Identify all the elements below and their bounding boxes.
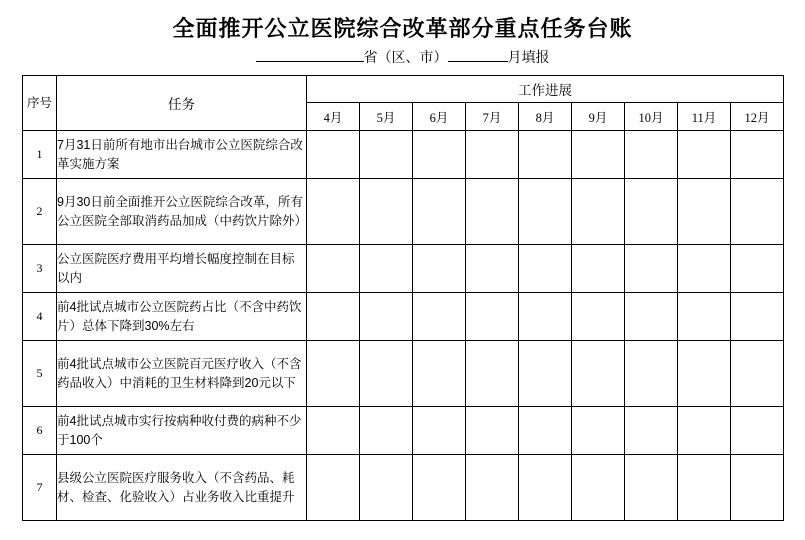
cell-month-8[interactable]	[519, 179, 572, 245]
cell-month-8[interactable]	[519, 131, 572, 179]
cell-month-10[interactable]	[625, 179, 678, 245]
table-header-row-1	[23, 76, 784, 103]
header-month-9: 9月	[572, 103, 625, 131]
cell-month-6[interactable]	[413, 179, 466, 245]
row-seq: 5	[23, 341, 57, 407]
cell-month-12[interactable]	[731, 455, 784, 521]
cell-month-8[interactable]	[519, 455, 572, 521]
cell-month-11[interactable]	[678, 293, 731, 341]
cell-month-4[interactable]	[307, 131, 360, 179]
header-month-8: 8月	[519, 103, 572, 131]
cell-month-7[interactable]	[466, 245, 519, 293]
cell-month-5[interactable]	[360, 131, 413, 179]
month-label: 月填报	[507, 51, 550, 66]
cell-month-5[interactable]	[360, 455, 413, 521]
cell-month-10[interactable]	[625, 407, 678, 455]
cell-month-12[interactable]	[731, 407, 784, 455]
cell-month-7[interactable]	[466, 131, 519, 179]
row-task: 前4批试点城市公立医院药占比（不含中药饮片）总体下降到30%左右	[57, 293, 307, 341]
cell-month-7[interactable]	[466, 293, 519, 341]
cell-month-11[interactable]	[678, 455, 731, 521]
province-label: 省（区、市）	[363, 51, 448, 66]
row-task: 县级公立医院医疗服务收入（不含药品、耗材、检查、化验收入）占业务收入比重提升	[57, 455, 307, 521]
table-row	[23, 245, 784, 293]
row-task: 前4批试点城市实行按病种收付费的病种不少于100个	[57, 407, 307, 455]
row-seq: 2	[23, 179, 57, 245]
ledger-table	[22, 75, 784, 521]
header-month-11: 11月	[678, 103, 731, 131]
table-row	[23, 293, 784, 341]
cell-month-7[interactable]	[466, 455, 519, 521]
cell-month-4[interactable]	[307, 179, 360, 245]
row-seq: 4	[23, 293, 57, 341]
row-seq: 7	[23, 455, 57, 521]
cell-month-9[interactable]	[572, 341, 625, 407]
cell-month-11[interactable]	[678, 341, 731, 407]
header-month-12: 12月	[731, 103, 784, 131]
cell-month-8[interactable]	[519, 341, 572, 407]
header-month-7: 7月	[466, 103, 519, 131]
cell-month-5[interactable]	[360, 293, 413, 341]
cell-month-10[interactable]	[625, 341, 678, 407]
cell-month-7[interactable]	[466, 341, 519, 407]
cell-month-8[interactable]	[519, 407, 572, 455]
cell-month-11[interactable]	[678, 407, 731, 455]
cell-month-10[interactable]	[625, 131, 678, 179]
cell-month-8[interactable]	[519, 293, 572, 341]
page-title: 全面推开公立医院综合改革部分重点任务台账	[172, 16, 633, 41]
cell-month-6[interactable]	[413, 341, 466, 407]
row-task: 9月30日前全面推开公立医院综合改革，所有公立医院全部取消药品加成（中药饮片除外）	[57, 179, 307, 245]
table-row	[23, 455, 784, 521]
cell-month-10[interactable]	[625, 245, 678, 293]
cell-month-5[interactable]	[360, 407, 413, 455]
header-month-6: 6月	[413, 103, 466, 131]
cell-month-7[interactable]	[466, 179, 519, 245]
cell-month-11[interactable]	[678, 131, 731, 179]
cell-month-4[interactable]	[307, 407, 360, 455]
cell-month-6[interactable]	[413, 407, 466, 455]
cell-month-12[interactable]	[731, 179, 784, 245]
cell-month-9[interactable]	[572, 131, 625, 179]
cell-month-6[interactable]	[413, 131, 466, 179]
header-month-10: 10月	[625, 103, 678, 131]
cell-month-12[interactable]	[731, 245, 784, 293]
table-row	[23, 341, 784, 407]
row-task: 7月31日前所有地市出台城市公立医院综合改革实施方案	[57, 131, 307, 179]
header-month-4: 4月	[307, 103, 360, 131]
cell-month-6[interactable]	[413, 293, 466, 341]
cell-month-10[interactable]	[625, 455, 678, 521]
cell-month-12[interactable]	[731, 341, 784, 407]
cell-month-5[interactable]	[360, 245, 413, 293]
row-seq: 3	[23, 245, 57, 293]
row-seq: 1	[23, 131, 57, 179]
cell-month-4[interactable]	[307, 455, 360, 521]
row-task: 前4批试点城市公立医院百元医疗收入（不含药品收入）中消耗的卫生材料降到20元以下	[57, 341, 307, 407]
cell-month-8[interactable]	[519, 245, 572, 293]
table-row	[23, 131, 784, 179]
cell-month-6[interactable]	[413, 245, 466, 293]
cell-month-9[interactable]	[572, 293, 625, 341]
cell-month-9[interactable]	[572, 407, 625, 455]
cell-month-9[interactable]	[572, 455, 625, 521]
document-page	[0, 12, 805, 540]
cell-month-12[interactable]	[731, 131, 784, 179]
cell-month-9[interactable]	[572, 179, 625, 245]
row-task: 公立医院医疗费用平均增长幅度控制在目标以内	[57, 245, 307, 293]
table-row	[23, 407, 784, 455]
header-progress: 工作进展	[307, 76, 784, 103]
cell-month-4[interactable]	[307, 341, 360, 407]
header-month-5: 5月	[360, 103, 413, 131]
report-subtitle	[22, 47, 783, 67]
cell-month-7[interactable]	[466, 407, 519, 455]
cell-month-4[interactable]	[307, 245, 360, 293]
province-blank[interactable]	[256, 47, 364, 62]
cell-month-12[interactable]	[731, 293, 784, 341]
cell-month-5[interactable]	[360, 179, 413, 245]
cell-month-4[interactable]	[307, 293, 360, 341]
header-seq: 序号	[23, 76, 57, 131]
row-seq: 6	[23, 407, 57, 455]
cell-month-10[interactable]	[625, 293, 678, 341]
cell-month-6[interactable]	[413, 455, 466, 521]
cell-month-9[interactable]	[572, 245, 625, 293]
cell-month-5[interactable]	[360, 341, 413, 407]
month-blank[interactable]	[448, 47, 508, 62]
header-task: 任务	[57, 76, 307, 131]
cell-month-11[interactable]	[678, 245, 731, 293]
table-row	[23, 179, 784, 245]
cell-month-11[interactable]	[678, 179, 731, 245]
